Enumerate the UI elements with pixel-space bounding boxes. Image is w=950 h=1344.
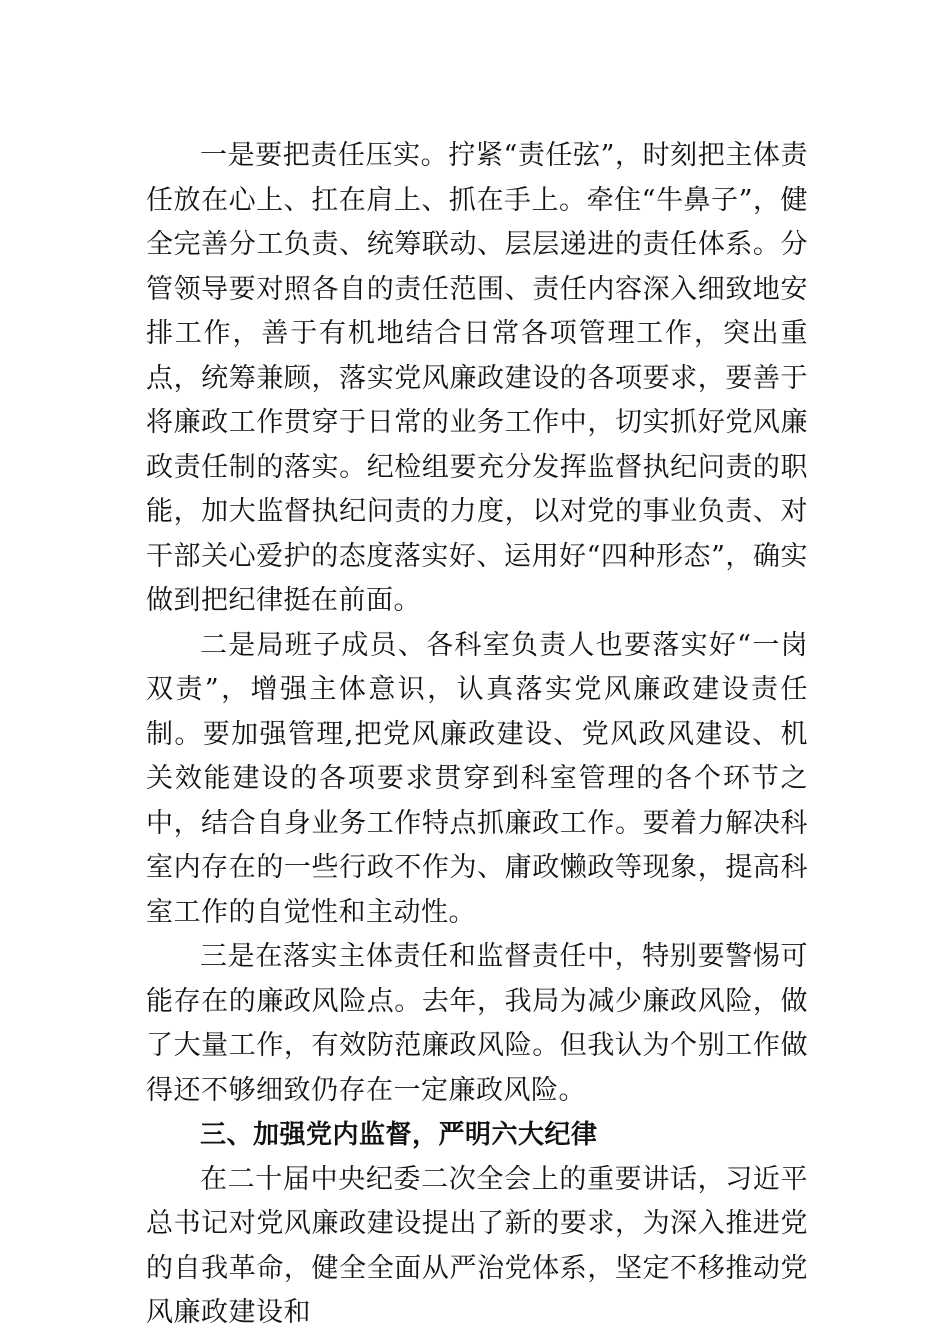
- paragraph-closing: 在二十届中央纪委二次全会上的重要讲话，习近平总书记对党风廉政建设提出了新的要求，为深入推进党的自我革命，健全全面从严治党体系，坚定不移推动党风廉政建设和: [146, 1163, 808, 1328]
- document-body: [146, 134, 808, 1336]
- paragraph-risk-points: 三是在落实主体责任和监督责任中，特别要警惕可能存在的廉政风险点。去年，我局为减少廉政风险，做了大量工作，有效防范廉政风险。但我认为个别工作做得还不够细致仍存在一定廉政风险。: [146, 941, 808, 1106]
- paragraph-dual-duty: 二是局班子成员、各科室负责人也要落实好“一岗双责”，增强主体意识，认真落实党风廉政建设责任制。要加强管理,把党风廉政建设、党风政风建设、机关效能建设的各项要求贯穿到科室管理的各个环节之中，结合自身业务工作特点抓廉政工作。要着力解决科室内存在的一些行政不作为、庸政懒政等现象，提高科室工作的自觉性和主动性。: [146, 629, 808, 928]
- section-heading: 三、加强党内监督，严明六大纪律: [200, 1120, 598, 1150]
- paragraph-responsibility: 一是要把责任压实。拧紧“责任弦”，时刻把主体责任放在心上、扛在肩上、抓在手上。牵住“牛鼻子”，健全完善分工负责、统筹联动、层层递进的责任体系。分管领导要对照各自的责任范围、责任内容深入细致地安排工作，善于有机地结合日常各项管理工作，突出重点，统筹兼顾，落实党风廉政建设的各项要求，要善于将廉政工作贯穿于日常的业务工作中，切实抓好党风廉政责任制的落实。纪检组要充分发挥监督执纪问责的职能，加大监督执纪问责的力度，以对党的事业负责、对干部关心爱护的态度落实好、运用好“四种形态”，确实做到把纪律挺在前面。: [146, 140, 808, 616]
